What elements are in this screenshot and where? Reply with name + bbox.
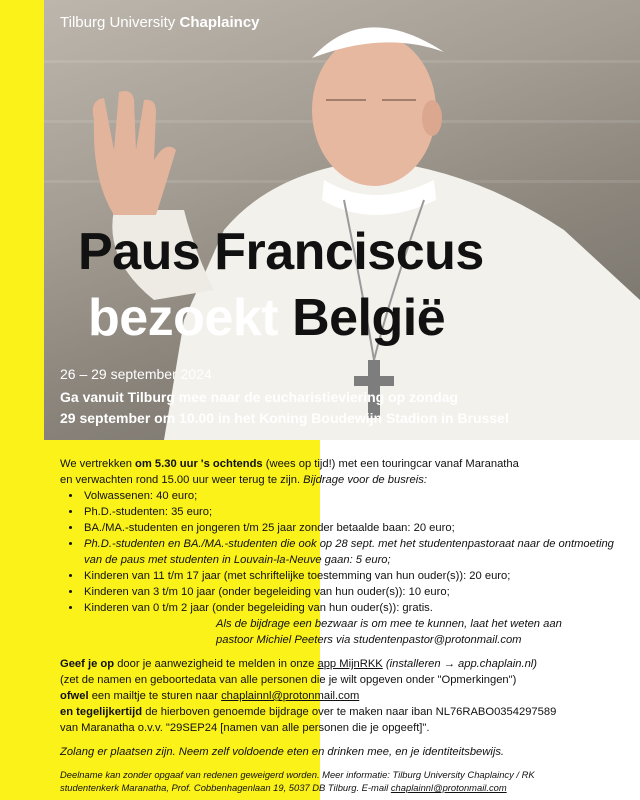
title-line-2 <box>88 288 445 348</box>
event-subtitle-1: Ga vanuit Tilburg mee naar de eucharistieviering op zondag <box>60 389 459 405</box>
body-text <box>60 456 632 794</box>
event-subtitle-2: 29 september om 10.00 in het Koning Boudewijn Stadion in Brussel <box>60 410 509 426</box>
hardship-note-1: Als de bijdrage een bezwaar is om mee te kunnen, laat het weten aan <box>216 618 562 630</box>
title-line-1: Paus Franciscus <box>78 223 484 281</box>
footer-email-link[interactable]: chaplainnl@protonmail.com <box>390 782 507 793</box>
hardship-note-2: pastoor Michiel Peeters via studentenpastor@protonmail.com <box>216 634 522 646</box>
intro-p2: en verwachten rond 15.00 uur weer terug te zijn. <box>60 474 301 486</box>
register-iban: de hierboven genoemde bijdrage over te maken naar iban NL76RABO0354297589 <box>145 706 557 718</box>
closing-note: Zolang er plaatsen zijn. Neem zelf voldoende eten en drinken mee, en je identiteitsbewijs. <box>60 746 505 758</box>
intro-p1: We vertrekken <box>60 458 132 470</box>
price-item: • Kinderen van 3 t/m 10 jaar (onder begeleiding van hun ouder(s)): 10 euro; <box>82 584 632 600</box>
app-link[interactable]: app MijnRKK <box>317 658 383 670</box>
register-line-4 <box>60 704 632 720</box>
register-line-2: (zet de namen en geboortedata van alle personen die je wilt opgeven onder "Opmerkingen") <box>60 674 517 686</box>
register-line-1 <box>60 656 632 672</box>
intro-line-1 <box>60 456 632 472</box>
register-line-3 <box>60 688 632 704</box>
price-item: • Ph.D.-studenten en BA./MA.-studenten die ook op 28 sept. met het studentenpastoraat naar de ontmoeting van de paus met studenten in Louvain-la-Neuve gaan: 5 euro; <box>82 536 632 568</box>
event-dates: 26 – 29 september 2024 <box>60 366 212 382</box>
footer-address: studentenkerk Maranatha, Prof. Cobbenhagenlaan 19, 5037 DB Tilburg. E-mail <box>60 782 389 793</box>
price-item: • Ph.D.-studenten: 35 euro; <box>82 504 632 520</box>
intro-p1-bold: om 5.30 uur 's ochtends <box>135 458 263 470</box>
price-item: • Kinderen van 11 t/m 17 jaar (met schriftelijke toestemming van hun ouder(s)): 20 euro; <box>82 568 632 584</box>
price-item: • BA./MA.-studenten en jongeren t/m 25 jaar zonder betaalde baan: 20 euro; <box>82 520 632 536</box>
title-word-white: bezoekt <box>88 289 279 347</box>
org-normal: Tilburg University <box>60 14 176 31</box>
register-bold: Geef je op <box>60 658 115 670</box>
title-word-black: België <box>292 289 446 347</box>
intro-p1-rest: (wees op tijd!) met een touringcar vanaf Maranatha <box>265 458 519 470</box>
footer-line-2 <box>60 781 632 794</box>
register-line-5: van Maranatha o.v.v. "29SEP24 [namen van alle personen die je opgeeft]". <box>60 722 430 734</box>
register-mid: door je aanwezigheid te melden in onze <box>117 658 315 670</box>
email-link[interactable]: chaplainnl@protonmail.com <box>221 690 360 702</box>
install-note: (installeren → app.chaplain.nl) <box>385 658 538 670</box>
intro-p2-italic: Bijdrage voor de busreis: <box>303 474 427 486</box>
price-item: • Kinderen van 0 t/m 2 jaar (onder begeleiding van hun ouder(s)): gratis. <box>82 600 632 616</box>
price-list <box>60 488 632 616</box>
register-mail-text: een mailtje te sturen naar <box>91 690 218 702</box>
price-item: • Volwassenen: 40 euro; <box>82 488 632 504</box>
register-simultaneous: en tegelijkertijd <box>60 706 143 718</box>
org-name <box>60 14 260 31</box>
register-or: ofwel <box>60 690 89 702</box>
org-bold: Chaplaincy <box>179 14 260 31</box>
intro-line-2 <box>60 472 632 488</box>
footer-line-1: Deelname kan zonder opgaaf van redenen geweigerd worden. Meer informatie: Tilburg University Chaplaincy / RK <box>60 769 535 780</box>
